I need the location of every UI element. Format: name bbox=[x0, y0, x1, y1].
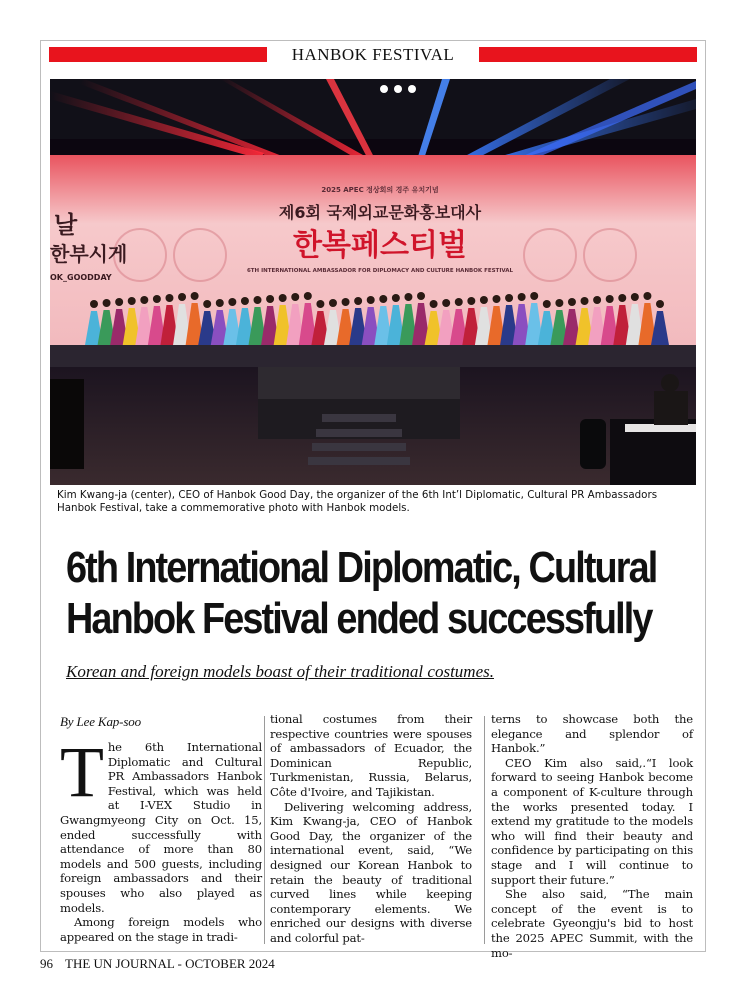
model-head bbox=[530, 292, 538, 300]
stage-photo bbox=[50, 79, 696, 485]
model-head bbox=[455, 298, 463, 306]
model-head bbox=[203, 300, 211, 308]
subheadline: Korean and foreign models boast of their traditional costumes. bbox=[66, 662, 494, 681]
screen-line3: 한복페스티벌 bbox=[293, 228, 467, 263]
model-head bbox=[90, 300, 98, 308]
model-head bbox=[543, 300, 551, 308]
model-head bbox=[140, 296, 148, 304]
model-head bbox=[178, 293, 186, 301]
model-head bbox=[379, 295, 387, 303]
model-head bbox=[165, 294, 173, 302]
article-paragraph: Among foreign models who appeared on the stage in tradi- bbox=[60, 915, 262, 944]
drop-cap: T bbox=[60, 732, 104, 812]
article-paragraph: CEO Kim also said,.“I look forward to seeing Hanbok become a component of K-culture through the works presented today. I extend my gratitude to the models who will find their beauty and confidence by participating on this stage and I will continue to support their future.” bbox=[491, 755, 693, 887]
model-head bbox=[568, 298, 576, 306]
section-title: HANBOK FESTIVAL bbox=[291, 45, 455, 64]
model-head bbox=[442, 299, 450, 307]
model-head bbox=[115, 298, 123, 306]
photo-caption: Kim Kwang-ja (center), CEO of Hanbok Good Day, the organizer of the 6th Int’l Diplomatic, Cultural PR Ambassadors Hanbok Festival, take a commemorative photo with Hanbok models. bbox=[57, 489, 658, 514]
article-paragraph: Delivering welcoming address, Kim Kwang-ja, CEO of Hanbok Good Day, the organizer of the international event, said, “We designed our Korean Hanbok to retain the beauty of traditional curved lines while keeping contemporary elements. We enriched our designs with diverse and colorful pat- bbox=[270, 799, 472, 945]
model-head bbox=[606, 295, 614, 303]
screen-line2: 제6회 국제외교문화홍보대사 bbox=[278, 203, 482, 222]
headline bbox=[66, 542, 657, 644]
header-bar-right bbox=[479, 47, 697, 62]
model-head bbox=[216, 299, 224, 307]
model-head bbox=[103, 299, 111, 307]
model-head bbox=[518, 293, 526, 301]
model-head bbox=[228, 298, 236, 306]
model-head bbox=[342, 298, 350, 306]
model-head bbox=[480, 296, 488, 304]
model-head bbox=[467, 297, 475, 305]
model-head bbox=[304, 292, 312, 300]
model-head bbox=[354, 297, 362, 305]
article-column-3 bbox=[491, 712, 693, 960]
model-head bbox=[581, 297, 589, 305]
screen-line1: 2025 APEC 정상회의 경주 유치기념 bbox=[321, 186, 439, 194]
screen-line4: 6TH INTERNATIONAL AMBASSADOR FOR DIPLOMACY AND CULTURE HANBOK FESTIVAL bbox=[246, 268, 514, 274]
model-head bbox=[367, 296, 375, 304]
article-paragraph: terns to showcase both the elegance and splendor of Hanbok.” bbox=[491, 712, 693, 756]
model-head bbox=[430, 300, 438, 308]
publication-name: THE UN JOURNAL - OCTOBER 2024 bbox=[65, 956, 275, 971]
model-head bbox=[631, 293, 639, 301]
model-head bbox=[492, 295, 500, 303]
model-head bbox=[417, 292, 425, 300]
article-paragraph: tional costumes from their respective countries were spouses of ambassadors of Ecuador, the Dominican Republic, Turkmenistan, Russia, Belarus, Côte d'Ivoire, and Tajikistan. bbox=[270, 712, 472, 799]
header-bar-left bbox=[49, 47, 267, 62]
model-head bbox=[593, 296, 601, 304]
model-head bbox=[153, 295, 161, 303]
model-head bbox=[241, 297, 249, 305]
model-head bbox=[266, 295, 274, 303]
page-footer bbox=[40, 956, 440, 972]
model-head bbox=[329, 299, 337, 307]
column-divider bbox=[484, 716, 485, 944]
model-head bbox=[505, 294, 513, 302]
model-head bbox=[404, 293, 412, 301]
article-paragraph: She also said, “The main concept of the event is to celebrate Gyeongju's bid to host the 2025 APEC Summit, with the mo- bbox=[491, 887, 693, 960]
column-divider bbox=[264, 716, 265, 944]
model-head bbox=[392, 294, 400, 302]
article-column-1 bbox=[60, 712, 262, 946]
stage bbox=[50, 345, 696, 367]
page-number: 96 bbox=[40, 956, 53, 971]
screen-left2: 한부시게 bbox=[50, 242, 128, 266]
model-head bbox=[618, 294, 626, 302]
article-column-2 bbox=[270, 712, 472, 946]
model-head bbox=[643, 292, 651, 300]
model-head bbox=[191, 292, 199, 300]
byline: By Lee Kap-soo bbox=[60, 714, 141, 729]
model-head bbox=[254, 296, 262, 304]
model-head bbox=[279, 294, 287, 302]
model-head bbox=[555, 299, 563, 307]
section-header bbox=[49, 44, 697, 66]
article-paragraph: The 6th International Diplomatic and Cultural PR Ambassadors Hanbok Festival, which was held at I-VEX Studio in Gwangmyeong City on Oct. 15, ended successfully with attendance of more than 80 models and 500 guests, including foreign ambassadors and their spouses who also played as models. bbox=[60, 732, 262, 915]
screen-left1: 날 bbox=[54, 211, 78, 239]
model-head bbox=[316, 300, 324, 308]
headline-line2: Hanbok Festival ended successfully bbox=[66, 594, 652, 643]
model-head bbox=[291, 293, 299, 301]
headline-line1: 6th International Diplomatic, Cultural bbox=[66, 543, 657, 592]
model-head bbox=[656, 300, 664, 308]
screen-left3: OK_GOODDAY bbox=[50, 273, 112, 282]
model-head bbox=[128, 297, 136, 305]
